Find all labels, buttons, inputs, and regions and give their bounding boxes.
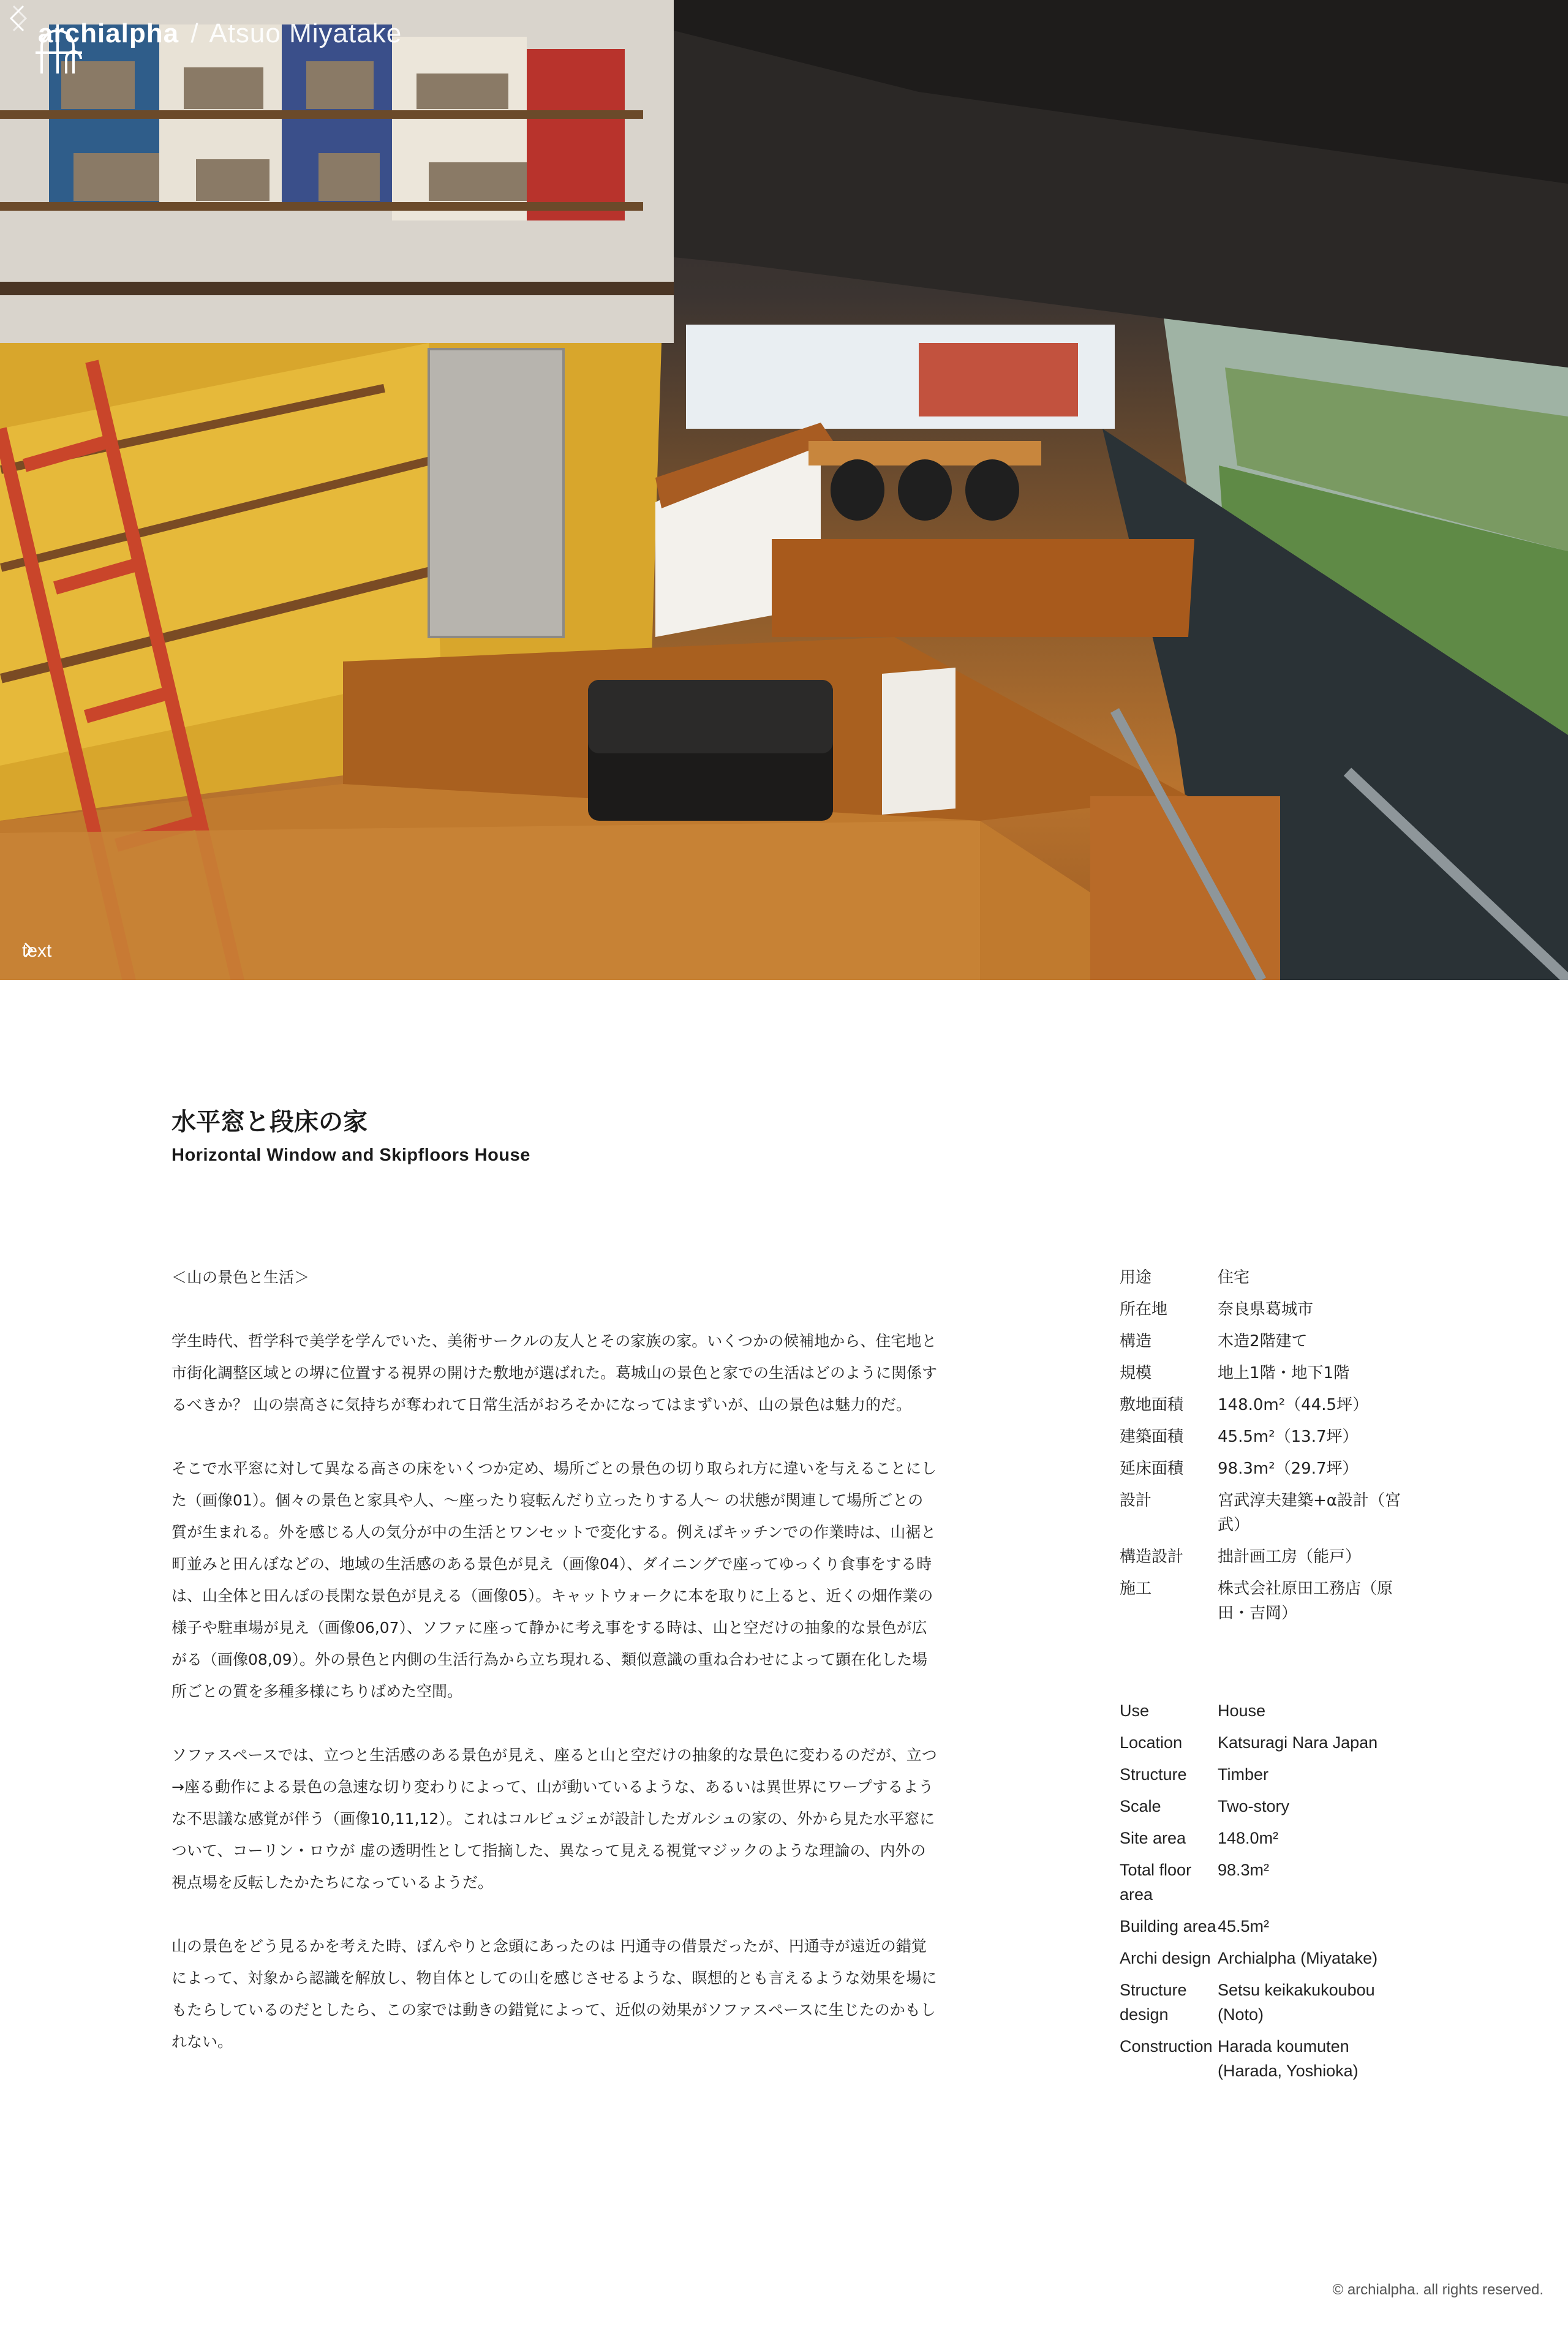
archialpha-logo-icon — [29, 18, 88, 77]
spec-label: Use — [1120, 1701, 1150, 1720]
spec-row — [1120, 1730, 1401, 1755]
text-toggle-button[interactable] — [22, 941, 51, 962]
spec-label: Total floor area — [1120, 1861, 1192, 1904]
spec-row — [1120, 1329, 1401, 1354]
spec-row — [1120, 1488, 1401, 1537]
spec-row — [1120, 1265, 1401, 1290]
description-paragraph: 山の景色をどう見るかを考えた時、ぼんやりと念頭にあったのは 円通寺の借景だったが、円通寺が遠近の錯覚によって、対象から認識を解放し、物自体としての山を感じさせるような、瞑想的とも言えるような効果を場にもたらしているのだとしたら、この家では動きの錯覚によって、近似の効果がソファスペースに生じたのかもしれない。 — [172, 1937, 937, 2051]
spec-value: Katsuragi Nara Japan — [1218, 1733, 1378, 1752]
spec-row — [1120, 1577, 1401, 1626]
spec-label: 構造設計 — [1120, 1548, 1184, 1566]
spec-value: House — [1218, 1701, 1266, 1720]
project-description — [172, 1262, 937, 2090]
spec-label: Structure — [1120, 1765, 1187, 1784]
site-logo[interactable] — [29, 18, 402, 49]
spec-value: Archialpha (Miyatake) — [1218, 1949, 1378, 1967]
spec-value: Two-story — [1218, 1797, 1290, 1815]
spec-row — [1120, 1826, 1401, 1850]
spec-value: 住宅 — [1218, 1268, 1250, 1287]
description-paragraph: そこで水平窓に対して異なる高さの床をいくつか定め、場所ごとの景色の切り取られ方に違いを与えることにした（画像01）。個々の景色と家具や人、〜座ったり寝転んだり立ったりする人〜 の状態が関連して場所ごとの質が生まれる。外を感じる人の気分が中の生活とワンセットで変化する。例えばキッチンでの作業時は、山裾と町並みと田んぼなどの、地域の生活感のある景色が見え（画像04）、ダイニングで座ってゆっくり食事をする時は、山全体と田んぼの長閑な景色が見える（画像05）。キャットウォークに本を取りに上ると、近くの畑作業の様子や駐車場が見え（画像06,07）、ソファに座って静かに考え事をする時は、山と空だけの抽象的な景色が広がる（画像08,09）。外の景色と内側の生活行為から立ち現れる、類似意識の重ね合わせによって顕在化した場所ごとの質を多種多様にちりばめた空間。 — [172, 1460, 937, 1700]
copyright-notice: © archialpha. all rights reserved. — [1332, 2282, 1544, 2298]
spec-value: 宮武淳夫建築+α設計（宮武） — [1218, 1491, 1401, 1534]
spec-row — [1120, 1794, 1401, 1818]
spec-row — [1120, 1456, 1401, 1481]
spec-label: Scale — [1120, 1797, 1161, 1815]
project-title-en: Horizontal Window and Skipfloors House — [172, 1145, 530, 1165]
spec-row — [1120, 1698, 1401, 1723]
spec-label: 延床面積 — [1120, 1460, 1184, 1478]
spec-row — [1120, 2034, 1401, 2083]
spec-value: 45.5m² — [1218, 1917, 1270, 1935]
spec-row — [1120, 1762, 1401, 1787]
spec-row — [1120, 1858, 1401, 1907]
spec-value: 株式会社原田工務店（原田・吉岡） — [1218, 1580, 1393, 1622]
spec-row — [1120, 1978, 1401, 2027]
spec-label: 敷地面積 — [1120, 1396, 1184, 1414]
spec-row — [1120, 1946, 1401, 1970]
description-paragraph: ソファスペースでは、立つと生活感のある景色が見え、座ると山と空だけの抽象的な景色に変わるのだが、立つ→座る動作による景色の急速な切り変わりによって、山が動いているような、あるいは異世界にワープするような不思議な感覚が伴う（画像10,11,12）。これはコルビュジェが設計したガルシュの家の、外から見た水平窓について、コーリン・ロウが 虚の透明性として指摘した、異なって見える視覚マジックのような理論の、内外の視点場を反転したかたちになっているようだ。 — [172, 1746, 937, 1891]
spec-row — [1120, 1914, 1401, 1939]
spec-label: 用途 — [1120, 1268, 1152, 1287]
spec-label: 構造 — [1120, 1332, 1152, 1351]
spec-value: 拙計画工房（能戸） — [1218, 1548, 1362, 1566]
description-heading: ＜山の景色と生活＞ — [172, 1268, 310, 1286]
logo-text — [38, 18, 402, 49]
spec-label: 規模 — [1120, 1364, 1152, 1382]
spec-value: 地上1階・地下1階 — [1218, 1364, 1350, 1382]
hero-photo — [0, 0, 1568, 980]
spec-label: 施工 — [1120, 1580, 1152, 1598]
spec-row — [1120, 1361, 1401, 1385]
spec-label: 所在地 — [1120, 1300, 1168, 1319]
project-specs-en — [1120, 1698, 1401, 2090]
spec-value: 98.3m² — [1218, 1861, 1270, 1879]
spec-value: 98.3m²（29.7坪） — [1218, 1460, 1359, 1478]
photographer-name: Atsuo Miyatake — [209, 18, 402, 48]
project-specs-jp — [1120, 1265, 1401, 1633]
spec-row — [1120, 1393, 1401, 1417]
spec-label: Structure design — [1120, 1981, 1187, 2024]
spec-value: Harada koumuten (Harada, Yoshioka) — [1218, 2037, 1359, 2080]
spec-row — [1120, 1545, 1401, 1569]
spec-value: Setsu keikakukoubou (Noto) — [1218, 1981, 1375, 2024]
spec-label: Construction — [1120, 2037, 1213, 2056]
spec-value: 奈良県葛城市 — [1218, 1300, 1314, 1319]
spec-value: Timber — [1218, 1765, 1269, 1784]
interior-photo-illustration — [0, 0, 1568, 980]
project-title-jp: 水平窓と段床の家 — [172, 1108, 368, 1136]
spec-label: 建築面積 — [1120, 1428, 1184, 1446]
chevron-right-icon — [22, 941, 36, 959]
spec-label: Building area — [1120, 1917, 1216, 1935]
title-separator: / — [190, 18, 199, 48]
spec-value: 148.0m²（44.5坪） — [1218, 1396, 1369, 1414]
chevron-right-icon[interactable] — [0, 0, 37, 37]
spec-row — [1120, 1425, 1401, 1449]
spec-label: 設計 — [1120, 1491, 1152, 1510]
spec-label: Archi design — [1120, 1949, 1211, 1967]
spec-value: 45.5m²（13.7坪） — [1218, 1428, 1359, 1446]
spec-row — [1120, 1297, 1401, 1322]
spec-value: 木造2階建て — [1218, 1332, 1308, 1351]
spec-label: Location — [1120, 1733, 1183, 1752]
spec-label: Site area — [1120, 1829, 1186, 1847]
spec-value: 148.0m² — [1218, 1829, 1279, 1847]
description-paragraph: 学生時代、哲学科で美学を学んでいた、美術サークルの友人とその家族の家。いくつかの候補地から、住宅地と市街化調整区域との堺に位置する視界の開けた敷地が選ばれた。葛城山の景色と家での生活はどのように関係するべきか？ 山の崇高さに気持ちが奪われて日常生活がおろそかになってはまずいが、山の景色は魅力的だ。 — [172, 1332, 938, 1414]
text-toggle-label: text — [22, 941, 52, 961]
brand-name: archialpha — [38, 18, 179, 48]
